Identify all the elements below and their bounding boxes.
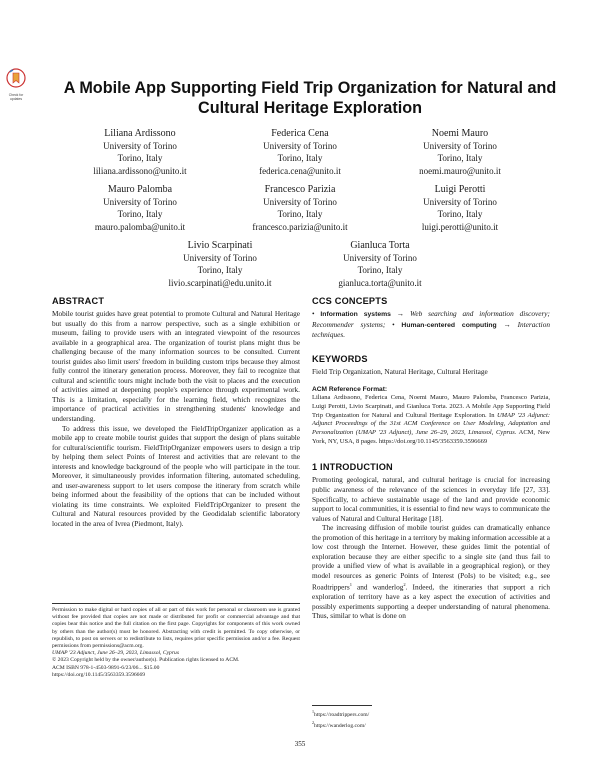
ccs-subconcept: Interaction techniques. xyxy=(312,319,550,340)
author-email[interactable]: federica.cena@unito.it xyxy=(259,165,341,176)
author-location: Torino, Italy xyxy=(117,153,163,164)
abstract-heading: ABSTRACT xyxy=(52,296,105,306)
footnote-ref[interactable]: 2 xyxy=(403,582,406,588)
author-block xyxy=(380,128,540,177)
author-affiliation: University of Torino xyxy=(423,197,497,208)
author-block xyxy=(220,128,380,177)
ccs-concept: Information systems xyxy=(320,311,391,318)
abstract-paragraph: To address this issue, we developed the FieldTripOrganizer application as a mobile app to create mobile tourist guides that support the design of plans suitable for cultural/scientific tourism. FieldTripOrganizer empowers users to design a trip by helping them select Points of Interest and activities that are relevant to the interests and knowledge background of the people who will participate in the tour. Moreover, it simultaneously provides information filtering, automated scheduling, and user-awareness support to let users compose the itinerary from scratch while being informed about the feasibility of the options that can be included without violating its time constraints. We exploited FieldTripOrganizer to present the Cultural and Natural resources provided by the Geodidalab scientific laboratory located in the area of Ivrea (Piedmont, Italy). xyxy=(52,423,300,529)
bullet: • xyxy=(385,319,402,329)
footnote-mark: 1 xyxy=(312,709,314,714)
author-name: Gianluca Torta xyxy=(350,240,410,251)
ccs-body xyxy=(312,309,550,340)
author-affiliation: University of Torino xyxy=(183,253,257,264)
isbn: ACM ISBN 978-1-4503-9891-6/23/06... $15.00 xyxy=(52,664,160,671)
introduction-heading: 1 INTRODUCTION xyxy=(312,462,393,473)
permission-rule xyxy=(52,603,300,604)
footnotes xyxy=(312,705,550,730)
author-location: Torino, Italy xyxy=(277,209,323,220)
footnote xyxy=(312,708,550,719)
author-location: Torino, Italy xyxy=(117,209,163,220)
author-email[interactable]: livio.scarpinati@edu.unito.it xyxy=(168,277,272,288)
bookmark-icon xyxy=(4,68,28,88)
author-name: Livio Scarpinati xyxy=(187,240,253,251)
left-column xyxy=(52,296,300,529)
author-location: Torino, Italy xyxy=(277,153,323,164)
author-email[interactable]: liliana.ardissono@unito.it xyxy=(93,165,187,176)
right-column xyxy=(312,296,550,621)
title-line-2: Cultural Heritage Exploration xyxy=(198,99,422,117)
arrow: → xyxy=(496,319,518,329)
author-location: Torino, Italy xyxy=(437,209,483,220)
check-for-updates-badge[interactable] xyxy=(4,68,28,101)
page-number: 355 xyxy=(294,740,306,748)
author-affiliation: University of Torino xyxy=(263,197,337,208)
author-affiliation: University of Torino xyxy=(263,141,337,152)
author-name: Noemi Mauro xyxy=(431,128,489,139)
reference-venue: UMAP '23 Adjunct: Adjunct Proceedings of the 31st ACM Conference on User Modeling, Adaptation and Personalization (UMAP '23 Adjunct), June 26–29, 2023, Limassol, Cyprus. xyxy=(312,411,550,436)
author-block xyxy=(300,240,460,289)
reference-pages-doi: ACM, New York, NY, USA, 8 pages. https://doi.org/10.1145/3563359.3596669 xyxy=(312,429,550,445)
keywords-heading: KEYWORDS xyxy=(312,353,368,364)
author-affiliation: University of Torino xyxy=(343,253,417,264)
keywords-text: Field Trip Organization, Natural Heritage, Cultural Heritage xyxy=(312,366,488,376)
author-location: Torino, Italy xyxy=(437,153,483,164)
title-line-1: A Mobile App Supporting Field Trip Organization for Natural and xyxy=(63,79,557,97)
permission-text: Permission to make digital or hard copies of all or part of this work for personal or classroom use is granted without fee provided that copies are not made or distributed for profit or commercial advantage and that copies bear this notice and the full citation on the first page. Copyrights for components of this work owned by others than the author(s) must be honored. Abstracting with credit is permitted. To copy otherwise, or republish, to post on servers or to redistribute to lists, requires prior specific permission and/or a fee. Request permissions from permissions@acm.org. xyxy=(52,607,300,650)
author-name: Luigi Perotti xyxy=(434,184,486,195)
author-block xyxy=(60,184,220,233)
author-block xyxy=(60,128,220,177)
author-block xyxy=(220,184,380,233)
bullet: • xyxy=(312,309,315,318)
permission-block xyxy=(52,603,300,679)
intro-text: . Indeed, the itineraries that support a rich exploration of territory have as a key aspect the execution of activities and possibly experiments supporting a deeper understanding of natural phenomena. Thus, similar to what is done on xyxy=(312,582,550,621)
reference-body xyxy=(312,394,550,446)
author-name: Mauro Palomba xyxy=(107,184,173,195)
intro-paragraph: Promoting geological, natural, and cultural heritage is crucial for increasing public awareness of the relevance of the sciences in everyday life [27, 33]. Specifically, to achieve sustainable usage of the land and provide economic support to local communities, it is essential to find new ways to communicate the values of Natural and Cultural Heritage [18]. xyxy=(312,475,550,523)
reference-heading: ACM Reference Format: xyxy=(312,386,388,394)
author-location: Torino, Italy xyxy=(357,265,403,276)
introduction-body xyxy=(312,475,550,621)
ccs-concept: Human-centered computing xyxy=(401,321,497,329)
footnote xyxy=(312,719,550,730)
author-email[interactable]: mauro.palomba@unito.it xyxy=(94,221,186,232)
author-email[interactable]: noemi.mauro@unito.it xyxy=(419,165,501,176)
reference-citation: Liliana Ardissono, Federica Cena, Noemi Mauro, Mauro Palomba, Francesco Parizia, Luigi Perotti, Livio Scarpinati, and Gianluca Torta. 2023. A Mobile App Supporting Field Trip Organization for Natural and Cultural Heritage Exploration. In xyxy=(312,394,550,419)
intro-text: The increasing diffusion of mobile tourist guides can dramatically enhance the promotion of this heritage in a territory by making information accessible at a low cost through the Internet. However, these guides limit the potential of exploration because they are either specific to a single site (and thus fail to provide a unified view of what is available in a geographical region), or they model resources as generic Points of Interest (PoIs) to be visited; e.g., see Roadtrippers xyxy=(312,523,550,592)
badge-label: Check for updates xyxy=(8,93,24,101)
author-name: Federica Cena xyxy=(271,128,329,139)
author-affiliation: University of Torino xyxy=(103,197,177,208)
footnote-mark: 2 xyxy=(312,720,314,726)
footnote-url[interactable]: https://wanderlog.com/ xyxy=(314,722,366,729)
copyright-notice: © 2023 Copyright held by the owner/author(s). Publication rights licensed to ACM. xyxy=(52,657,240,664)
author-email[interactable]: luigi.perotti@unito.it xyxy=(421,221,499,232)
author-email[interactable]: francesco.parizia@unito.it xyxy=(252,221,348,232)
footnote-url[interactable]: https://roadtrippers.com/ xyxy=(314,711,370,718)
ccs-subconcept: Web searching and information discovery; Recommender systems; xyxy=(312,309,550,329)
author-affiliation: University of Torino xyxy=(103,141,177,152)
author-name: Francesco Parizia xyxy=(264,184,336,195)
abstract-paragraph: Mobile tourist guides have great potential to promote Cultural and Natural Heritage but usually do this from a narrow perspective, such as a single exhibition or museum, failing to provide users with an integrated viewpoint of the resources available in a geographical area. The organization of tourist plans might thus be challenging because of the many information sources to be consulted. Current tourist guides also limit users' freedom in building custom trips because they almost fully control the itinerary generation process. Moreover, they fail to recognize that cultural and scientific tours might include both the visit to places and the execution of activities aimed at deepening people's experience through experimental work. This is a limitation, especially for the learning field, which recognizes the importance of practical activities in strengthening students' knowledge and understanding. xyxy=(52,309,300,424)
paper-title xyxy=(40,78,580,118)
author-email[interactable]: gianluca.torta@unito.it xyxy=(338,277,422,288)
author-location: Torino, Italy xyxy=(197,265,243,276)
conference-venue: UMAP '23 Adjunct, June 26–29, 2023, Limassol, Cyprus xyxy=(52,650,180,657)
abstract-body xyxy=(52,309,300,529)
author-block xyxy=(140,240,300,289)
footnote-ref[interactable]: 1 xyxy=(349,582,352,588)
doi-link[interactable]: https://doi.org/10.1145/3563359.3596669 xyxy=(52,671,146,678)
footnote-rule xyxy=(312,705,372,706)
intro-paragraph xyxy=(312,523,550,621)
arrow: → xyxy=(390,309,410,318)
author-block xyxy=(380,184,540,233)
author-affiliation: University of Torino xyxy=(423,141,497,152)
author-name: Liliana Ardissono xyxy=(104,128,176,139)
ccs-heading: CCS CONCEPTS xyxy=(312,296,388,306)
intro-text: and wanderlog xyxy=(351,582,404,592)
